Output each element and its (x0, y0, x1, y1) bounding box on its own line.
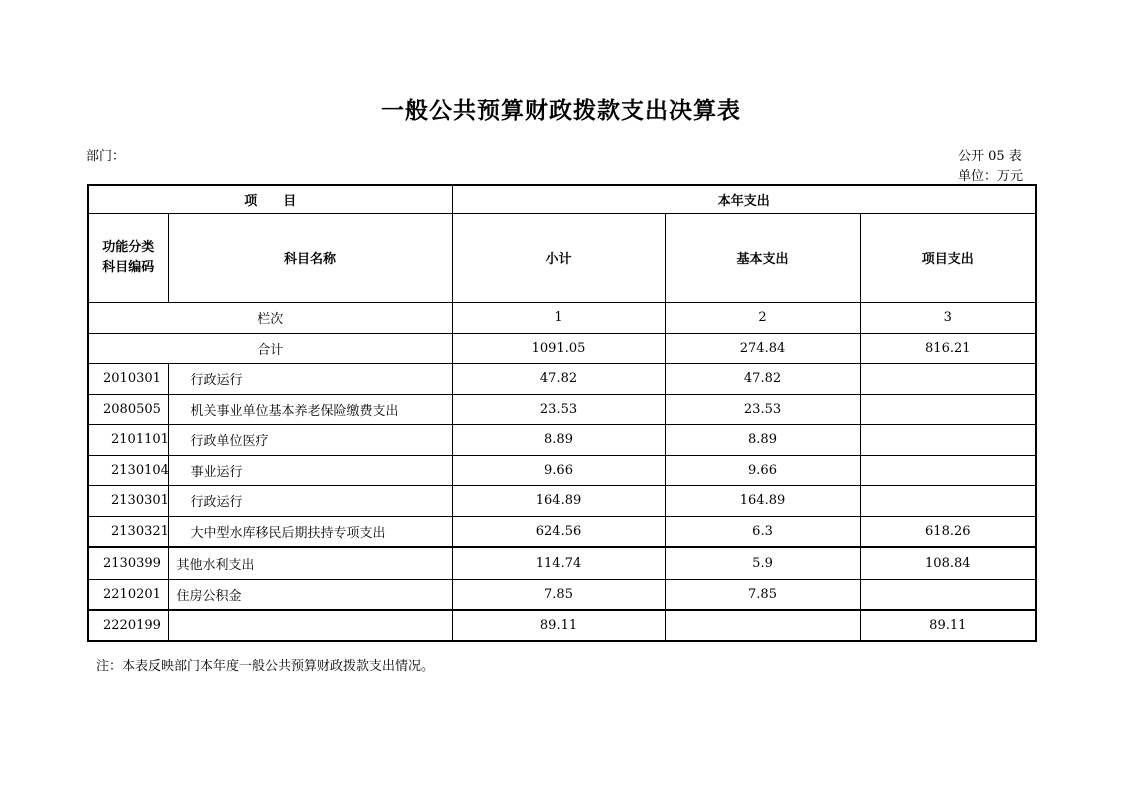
header-project: 项 目 (88, 185, 452, 213)
total-label: 合计 (88, 333, 452, 363)
row-name: 行政运行 (168, 363, 452, 394)
row-code: 2220199 (88, 610, 168, 641)
row-code: 2210201 (88, 579, 168, 610)
page-title: 一般公共预算财政拨款支出决算表 (381, 97, 741, 124)
table-row (88, 455, 1036, 485)
row-code: 2010301 (88, 363, 168, 394)
header-code-col (88, 213, 168, 302)
header-subtotal: 小计 (452, 213, 665, 302)
department-label: 部门： (86, 149, 126, 164)
header-code-col-text: 功能分类科目编码 (102, 239, 155, 275)
row-code: 2130301 (88, 485, 168, 516)
total-basic: 274.84 (665, 333, 860, 363)
row-subtotal: 23.53 (452, 394, 665, 424)
table-row (88, 610, 1036, 641)
row-basic: 5.9 (665, 547, 860, 579)
header-basic-expense: 基本支出 (665, 213, 860, 302)
table-row (88, 547, 1036, 579)
row-basic (665, 610, 860, 641)
column-index-1: 1 (452, 302, 665, 333)
row-basic: 23.53 (665, 394, 860, 424)
row-basic: 47.82 (665, 363, 860, 394)
row-subtotal: 164.89 (452, 485, 665, 516)
header-name-col: 科目名称 (168, 213, 452, 302)
total-subtotal: 1091.05 (452, 333, 665, 363)
row-name: 机关事业单位基本养老保险缴费支出 (168, 394, 452, 424)
table-row (88, 394, 1036, 424)
row-basic: 8.89 (665, 424, 860, 455)
row-code: 2080505 (88, 394, 168, 424)
expense-table (87, 184, 1037, 642)
row-basic: 6.3 (665, 516, 860, 547)
table-row (88, 516, 1036, 547)
row-project (860, 424, 1036, 455)
row-name: 行政单位医疗 (168, 424, 452, 455)
row-subtotal: 114.74 (452, 547, 665, 579)
row-name: 行政运行 (168, 485, 452, 516)
row-subtotal: 7.85 (452, 579, 665, 610)
row-subtotal: 9.66 (452, 455, 665, 485)
form-number: 公开 05 表 (958, 149, 1022, 164)
column-index-2: 2 (665, 302, 860, 333)
row-name: 其他水利支出 (168, 547, 452, 579)
row-project: 618.26 (860, 516, 1036, 547)
row-subtotal: 89.11 (452, 610, 665, 641)
row-project: 108.84 (860, 547, 1036, 579)
header-project-expense: 项目支出 (860, 213, 1036, 302)
header-current-year-expense: 本年支出 (452, 185, 1036, 213)
table-row (88, 363, 1036, 394)
column-index-3: 3 (860, 302, 1036, 333)
row-name: 住房公积金 (168, 579, 452, 610)
row-subtotal: 624.56 (452, 516, 665, 547)
row-code: 2130104 (88, 455, 168, 485)
row-project (860, 363, 1036, 394)
footnote: 注：本表反映部门本年度一般公共预算财政拨款支出情况。 (96, 659, 435, 674)
row-subtotal: 47.82 (452, 363, 665, 394)
row-code: 2130321 (88, 516, 168, 547)
row-name (168, 610, 452, 641)
row-project (860, 455, 1036, 485)
row-basic: 7.85 (665, 579, 860, 610)
row-code: 2101101 (88, 424, 168, 455)
row-basic: 9.66 (665, 455, 860, 485)
column-index-label: 栏次 (88, 302, 452, 333)
row-project (860, 485, 1036, 516)
row-subtotal: 8.89 (452, 424, 665, 455)
row-project (860, 579, 1036, 610)
table-row (88, 579, 1036, 610)
unit-label: 单位：万元 (958, 169, 1024, 184)
row-name: 大中型水库移民后期扶持专项支出 (168, 516, 452, 547)
row-name: 事业运行 (168, 455, 452, 485)
row-project: 89.11 (860, 610, 1036, 641)
row-project (860, 394, 1036, 424)
table-row (88, 485, 1036, 516)
table-row (88, 424, 1036, 455)
total-project: 816.21 (860, 333, 1036, 363)
row-code: 2130399 (88, 547, 168, 579)
row-basic: 164.89 (665, 485, 860, 516)
